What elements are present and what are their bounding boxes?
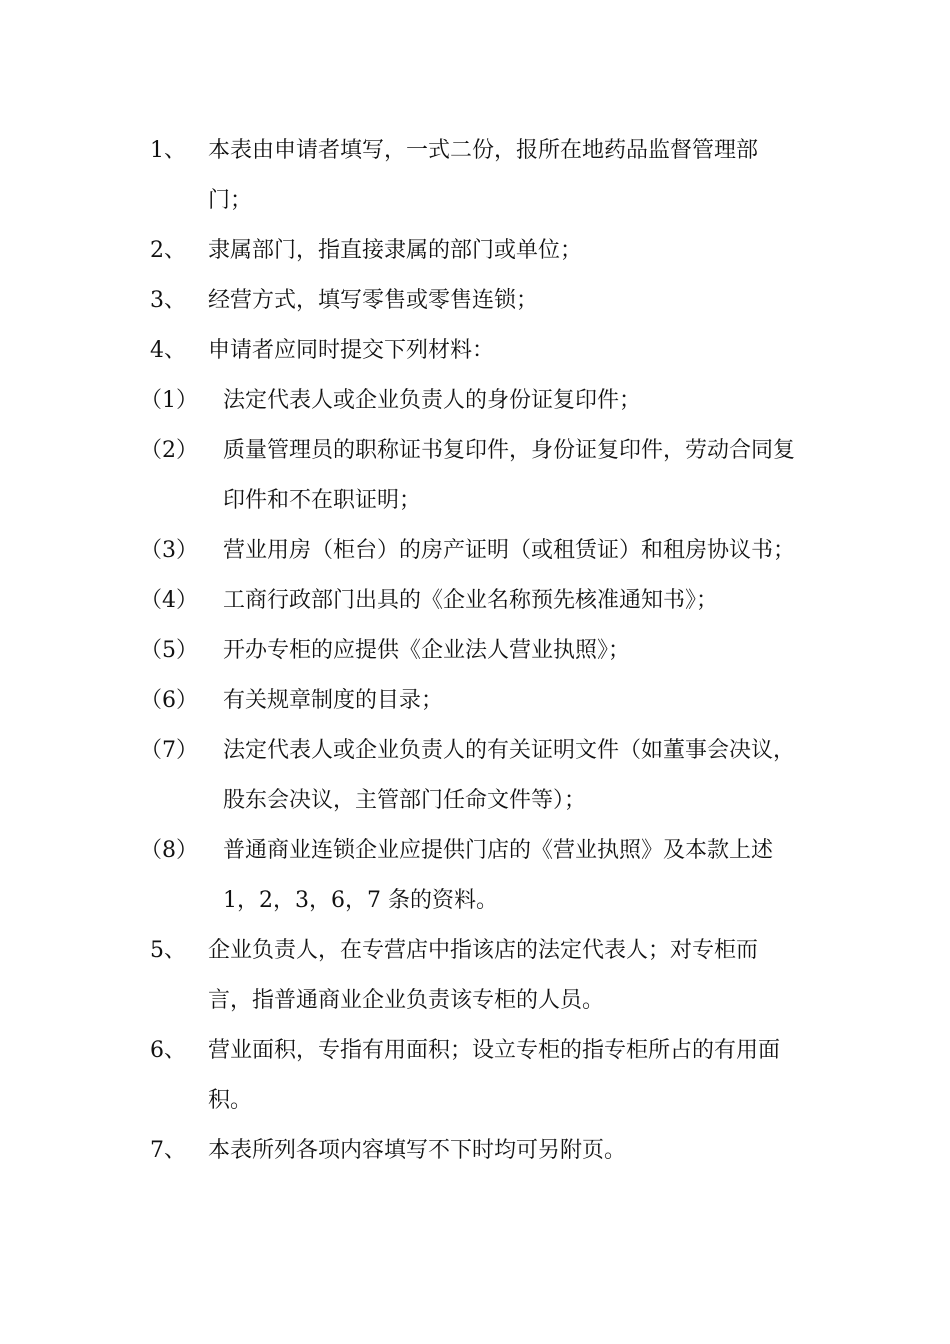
subitem-number: （8） [140,838,198,863]
item-number: 7、 [150,1138,186,1163]
item-number: 2、 [150,238,186,263]
subitem-text-continued: 1，2，3，6，7 条的资料。 [223,888,498,913]
item-text: 企业负责人，在专营店中指该店的法定代表人；对专柜而 [208,938,759,963]
subitem-text: 普通商业连锁企业应提供门店的《营业执照》及本款上述 [223,838,774,863]
subitem-text-continued: 印件和不在职证明； [223,488,422,513]
subitem-number: （5） [140,638,198,663]
item-text-continued: 积。 [208,1088,253,1113]
item-text: 隶属部门，指直接隶属的部门或单位； [208,238,583,263]
subitem-number: （4） [140,588,198,613]
item-text: 本表所列各项内容填写不下时均可另附页。 [208,1138,627,1163]
subitem-text: 法定代表人或企业负责人的有关证明文件（如董事会决议， [223,738,796,763]
subitem-text: 质量管理员的职称证书复印件，身份证复印件，劳动合同复 [223,438,796,463]
item-number: 1、 [150,138,186,163]
subitem-number: （6） [140,688,198,713]
subitem-text: 营业用房（柜台）的房产证明（或租赁证）和租房协议书； [223,538,796,563]
item-text: 申请者应同时提交下列材料： [208,338,495,363]
subitem-text: 工商行政部门出具的《企业名称预先核准通知书》； [223,588,719,613]
item-text: 经营方式，填写零售或零售连锁； [208,288,539,313]
subitem-text: 有关规章制度的目录； [223,688,444,713]
subitem-text: 法定代表人或企业负责人的身份证复印件； [223,388,642,413]
subitem-text-continued: 股东会决议，主管部门任命文件等）； [223,788,587,813]
subitem-number: （7） [140,738,198,763]
item-text: 本表由申请者填写，一式二份，报所在地药品监督管理部 [208,138,759,163]
subitem-number: （3） [140,538,198,563]
item-text-continued: 门； [208,188,253,213]
item-text-continued: 言，指普通商业企业负责该专柜的人员。 [208,988,605,1013]
subitem-number: （1） [140,388,198,413]
item-number: 4、 [150,338,186,363]
item-number: 3、 [150,288,186,313]
item-number: 5、 [150,938,186,963]
item-number: 6、 [150,1038,186,1063]
subitem-number: （2） [140,438,198,463]
subitem-text: 开办专柜的应提供《企业法人营业执照》； [223,638,631,663]
item-text: 营业面积，专指有用面积；设立专柜的指专柜所占的有用面 [208,1038,781,1063]
